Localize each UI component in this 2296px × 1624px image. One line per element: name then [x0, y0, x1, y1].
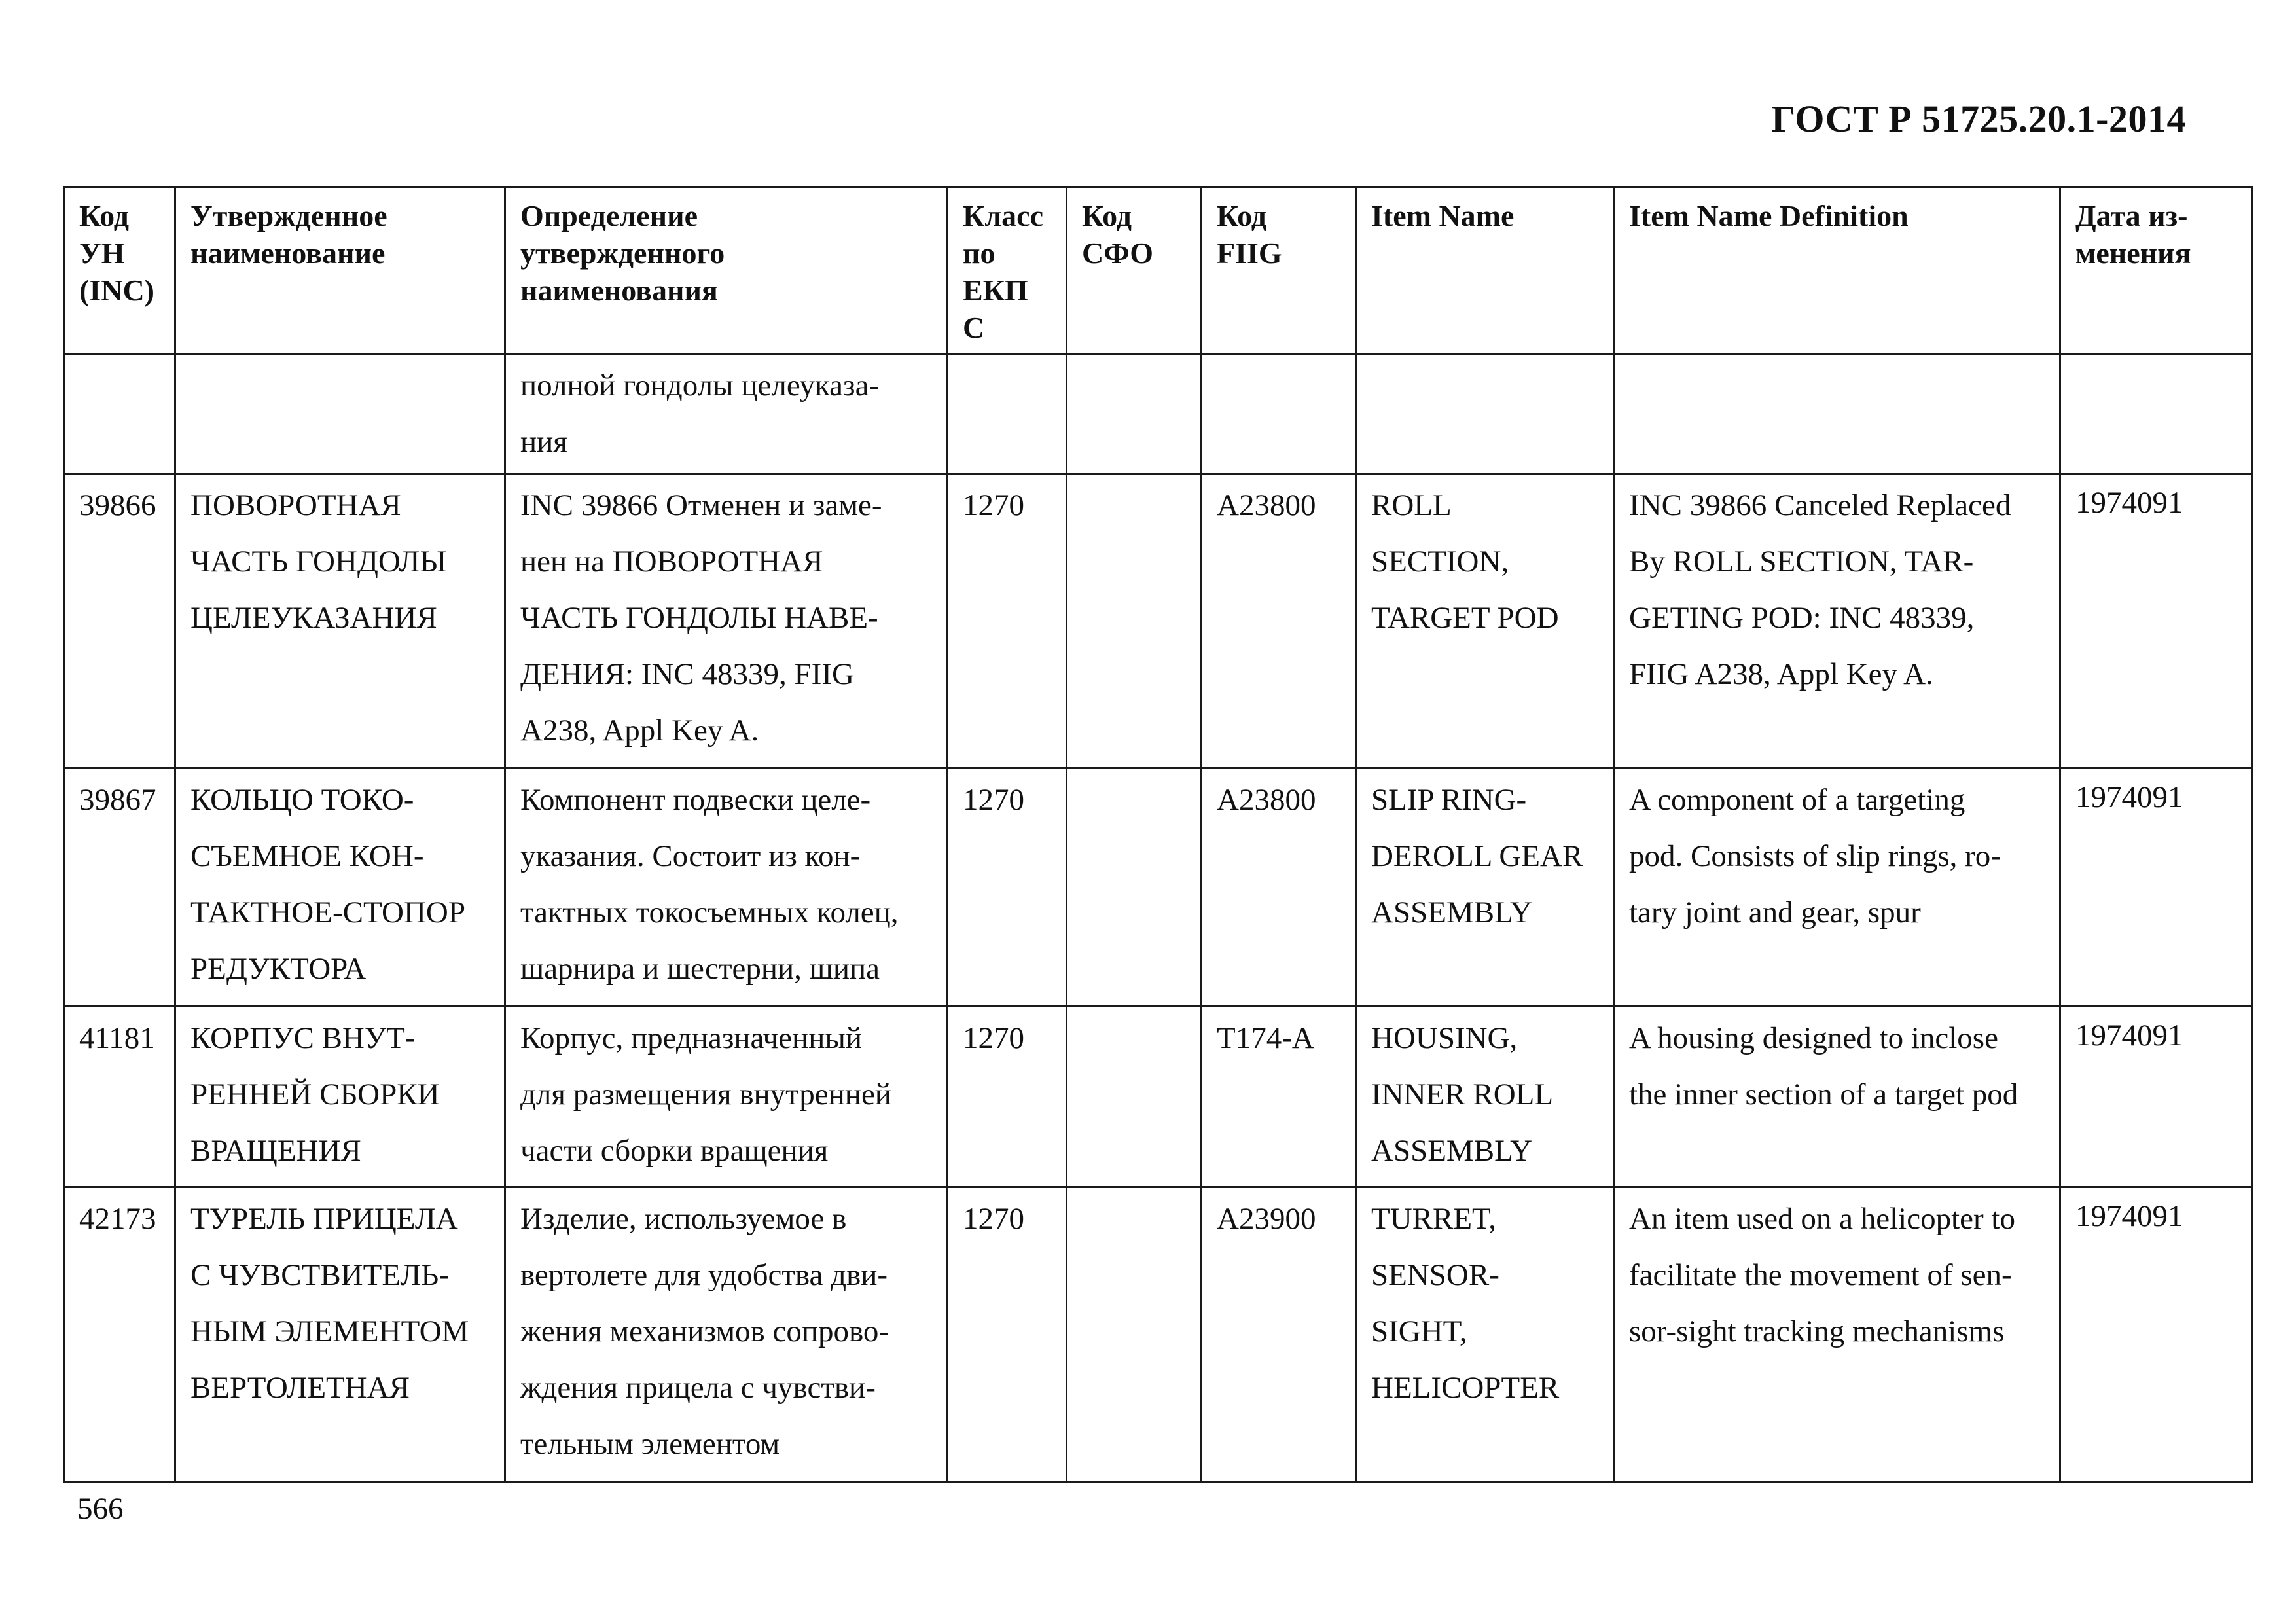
- classification-table: [63, 186, 2253, 1483]
- change-date-value: 1974091: [2075, 780, 2183, 814]
- column-header-sfo: Код СФО: [1067, 187, 1202, 354]
- cell-class: 1270: [948, 1007, 1067, 1187]
- cell-name-definition: Изделие, используемое в вертолете для удобства дви- жения механизмов сопрово- ждения прицела с чувстви- тельным элементом: [505, 1187, 948, 1482]
- cell-item-definition: An item used on a helicopter to facilitate the movement of sen- sor-sight tracking mechanisms: [1614, 1187, 2060, 1482]
- cell-name-definition: INC 39866 Отменен и заме- нен на ПОВОРОТНАЯ ЧАСТЬ ГОНДОЛЫ НАВЕ- ДЕНИЯ: INC 48339, FIIG A238, Appl Key A.: [505, 474, 948, 768]
- cell-inc: [64, 354, 175, 474]
- cell-class: 1270: [948, 768, 1067, 1007]
- cell-name-definition: Компонент подвески целе- указания. Состоит из кон- тактных токосъемных колец, шарнира и шестерни, шипа: [505, 768, 948, 1007]
- column-header-class: Класс по ЕКП С: [948, 187, 1067, 354]
- cell-sfo: [1067, 474, 1202, 768]
- column-header-item-definition: Item Name Definition: [1614, 187, 2060, 354]
- cell-approved-name: КОЛЬЦО ТОКО- СЪЕМНОЕ КОН- ТАКТНОЕ-СТОПОР РЕДУКТОРА: [175, 768, 505, 1007]
- cell-item-name: SLIP RING- DEROLL GEAR ASSEMBLY: [1356, 768, 1614, 1007]
- cell-fiig: A23800: [1202, 474, 1356, 768]
- table-header-row: [64, 187, 2253, 354]
- cell-fiig: A23900: [1202, 1187, 1356, 1482]
- cell-item-definition: A component of a targeting pod. Consists of slip rings, ro- tary joint and gear, spur: [1614, 768, 2060, 1007]
- cell-item-name: HOUSING, INNER ROLL ASSEMBLY: [1356, 1007, 1614, 1187]
- cell-inc: 42173: [64, 1187, 175, 1482]
- column-header-inc: Код УН (INC): [64, 187, 175, 354]
- change-date-value: 1974091: [2075, 486, 2183, 520]
- cell-fiig: A23800: [1202, 768, 1356, 1007]
- cell-approved-name: КОРПУС ВНУТ- РЕННЕЙ СБОРКИ ВРАЩЕНИЯ: [175, 1007, 505, 1187]
- column-header-name-definition: Определение утвержденного наименования: [505, 187, 948, 354]
- cell-fiig: [1202, 354, 1356, 474]
- column-header-change-date: Дата из- менения: [2060, 187, 2253, 354]
- table-row: [64, 354, 2253, 474]
- cell-item-definition: [1614, 354, 2060, 474]
- cell-approved-name: ПОВОРОТНАЯ ЧАСТЬ ГОНДОЛЫ ЦЕЛЕУКАЗАНИЯ: [175, 474, 505, 768]
- cell-name-definition: полной гондолы целеуказа- ния: [505, 354, 948, 474]
- cell-change-date: [2060, 1187, 2253, 1482]
- change-date-value: 1974091: [2075, 1199, 2183, 1233]
- cell-class: 1270: [948, 474, 1067, 768]
- column-header-fiig: Код FIIG: [1202, 187, 1356, 354]
- cell-approved-name: ТУРЕЛЬ ПРИЦЕЛА С ЧУВСТВИТЕЛЬ- НЫМ ЭЛЕМЕНТОМ ВЕРТОЛЕТНАЯ: [175, 1187, 505, 1482]
- cell-sfo: [1067, 1187, 1202, 1482]
- cell-class: 1270: [948, 1187, 1067, 1482]
- cell-item-definition: INC 39866 Canceled Replaced By ROLL SECTION, TAR- GETING POD: INC 48339, FIIG A238, Appl Key A.: [1614, 474, 2060, 768]
- table-row: [64, 1007, 2253, 1187]
- cell-change-date: [2060, 354, 2253, 474]
- document-code: ГОСТ Р 51725.20.1-2014: [1771, 98, 2186, 140]
- cell-name-definition: Корпус, предназначенный для размещения внутренней части сборки вращения: [505, 1007, 948, 1187]
- cell-item-definition: A housing designed to inclose the inner section of a target pod: [1614, 1007, 2060, 1187]
- cell-sfo: [1067, 354, 1202, 474]
- table-row: [64, 474, 2253, 768]
- cell-inc: 39867: [64, 768, 175, 1007]
- cell-change-date: [2060, 768, 2253, 1007]
- cell-inc: 39866: [64, 474, 175, 768]
- cell-item-name: ROLL SECTION, TARGET POD: [1356, 474, 1614, 768]
- change-date-value: [2075, 357, 2237, 361]
- cell-class: [948, 354, 1067, 474]
- cell-inc: 41181: [64, 1007, 175, 1187]
- page-number: 566: [77, 1492, 124, 1526]
- change-date-value: 1974091: [2075, 1019, 2183, 1053]
- table-row: [64, 1187, 2253, 1482]
- cell-fiig: T174-A: [1202, 1007, 1356, 1187]
- cell-sfo: [1067, 1007, 1202, 1187]
- cell-change-date: [2060, 1007, 2253, 1187]
- column-header-item-name: Item Name: [1356, 187, 1614, 354]
- cell-sfo: [1067, 768, 1202, 1007]
- column-header-approved-name: Утвержденное наименование: [175, 187, 505, 354]
- cell-item-name: [1356, 354, 1614, 474]
- cell-item-name: TURRET, SENSOR- SIGHT, HELICOPTER: [1356, 1187, 1614, 1482]
- cell-change-date: [2060, 474, 2253, 768]
- table-row: [64, 768, 2253, 1007]
- cell-approved-name: [175, 354, 505, 474]
